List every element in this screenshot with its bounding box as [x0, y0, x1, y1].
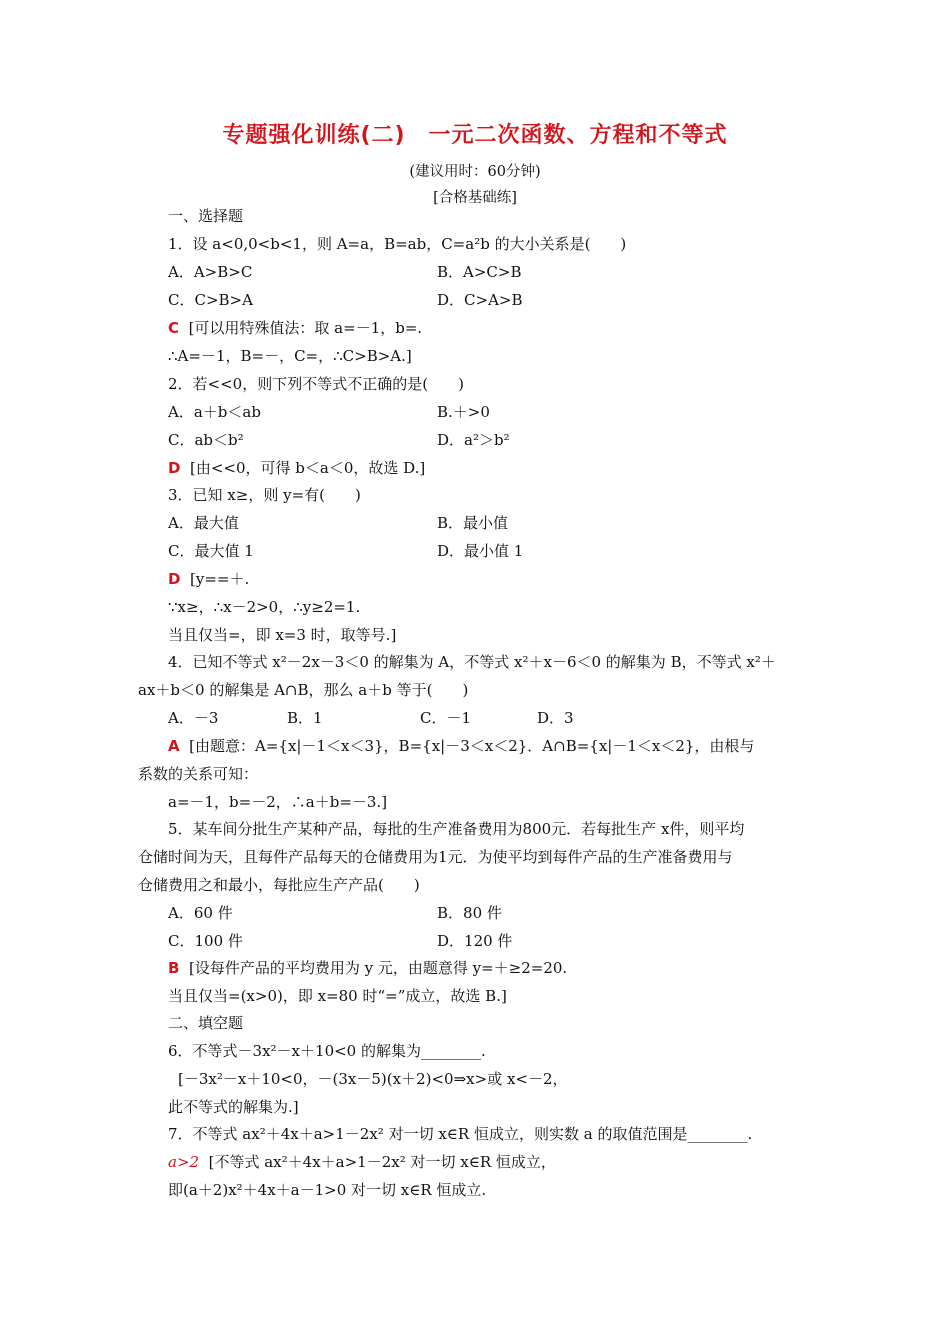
q1-option-d: D．C>A>B [437, 291, 523, 309]
q3-explanation-3: 当且仅当=，即 x=3 时，取等号.] [168, 626, 397, 644]
q6-stem: 6．不等式－3x²－x＋10<0 的解集为________. [168, 1042, 486, 1060]
time-note: (建议用时：60分钟) [409, 164, 541, 180]
q4-stem-2: ax＋b＜0 的解集是 A∩B，那么 a＋b 等于( ) [138, 681, 469, 699]
q5-explanation: B [设每件产品的平均费用为 y 元，由题意得 y=＋≥2=20. [168, 959, 568, 977]
q1-answer: C [168, 319, 180, 337]
q3-option-d: D．最小值 1 [437, 542, 524, 560]
q6-explanation: [－3x²－x＋10<0，－(3x－5)(x＋2)<0⇒x>或 x<－2， [178, 1070, 568, 1088]
q5-option-a: A．60 件 [168, 904, 233, 922]
q7-stem: 7．不等式 ax²＋4x＋a>1－2x² 对一切 x∈R 恒成立，则实数 a 的取值范围是________. [168, 1125, 753, 1143]
page-title: 专题强化训练(二) 一元二次函数、方程和不等式 [222, 123, 728, 148]
q3-stem: 3．已知 x≥，则 y=有( ) [168, 486, 361, 504]
q5-option-d: D．120 件 [437, 932, 513, 950]
q4-option-a: A．－3 [168, 709, 219, 727]
section-note: [合格基础练] [433, 190, 517, 206]
q1-option-a: A．A>B>C [168, 263, 253, 281]
q3-explanation-2: ∵x≥，∴x－2>0，∴y≥2=1. [168, 598, 361, 616]
q4-option-d: D．3 [537, 709, 574, 727]
q5-stem: 5．某车间分批生产某种产品，每批的生产准备费用为800元．若每批生产 x件，则平均 [168, 820, 745, 838]
q2-answer: D [168, 459, 181, 477]
q7-explanation: a>2 [不等式 ax²＋4x＋a>1－2x² 对一切 x∈R 恒成立， [168, 1153, 556, 1171]
q4-explanation-2: 系数的关系可知： [138, 765, 259, 783]
q4-explanation-3: a=－1，b=－2，∴a＋b=－3.] [168, 793, 388, 811]
q6-explanation-2: 此不等式的解集为.] [168, 1098, 299, 1116]
q5-explanation-2: 当且仅当=(x>0)，即 x=80 时“=”成立，故选 B.] [168, 987, 507, 1005]
q5-answer: B [168, 959, 180, 977]
part2-heading: 二、填空题 [168, 1014, 244, 1032]
q2-option-b: B.＋>0 [437, 403, 490, 421]
q3-answer: D [168, 570, 181, 588]
q1-option-b: B．A>C>B [437, 263, 522, 281]
q2-option-a: A．a＋b＜ab [168, 403, 261, 421]
q7-answer: a>2 [168, 1153, 200, 1171]
q4-stem: 4．已知不等式 x²－2x－3＜0 的解集为 A，不等式 x²＋x－6＜0 的解集为 B，不等式 x²＋ [168, 653, 776, 671]
q4-option-b: B．1 [287, 709, 323, 727]
q3-option-a: A．最大值 [168, 514, 239, 532]
q1-explanation-2: ∴A=－1，B=－，C=，∴C>B>A.] [168, 347, 412, 365]
q3-explanation: D [y==＋. [168, 570, 250, 588]
q5-option-b: B．80 件 [437, 904, 502, 922]
q2-option-c: C．ab＜b² [168, 431, 244, 449]
q4-option-c: C．－1 [420, 709, 472, 727]
q4-answer: A [168, 737, 180, 755]
q2-stem: 2．若<<0，则下列不等式不正确的是( ) [168, 375, 464, 393]
q1-stem: 1．设 a<0,0<b<1，则 A=a，B=ab，C=a²b 的大小关系是( ) [168, 235, 627, 253]
q1-explanation: C [可以用特殊值法：取 a=－1，b=. [168, 319, 423, 337]
q3-option-b: B．最小值 [437, 514, 509, 532]
q5-stem-2: 仓储时间为天，且每件产品每天的仓储费用为1元．为使平均到每件产品的生产准备费用与 [138, 848, 733, 866]
q5-option-c: C．100 件 [168, 932, 243, 950]
q4-explanation: A [由题意：A={x|－1＜x＜3}，B={x|－3＜x＜2}．A∩B={x|－1＜x＜2}，由根与 [168, 737, 755, 755]
part1-heading: 一、选择题 [168, 207, 244, 225]
q2-explanation: D [由<<0，可得 b＜a＜0，故选 D.] [168, 459, 426, 477]
q5-stem-3: 仓储费用之和最小，每批应生产产品( ) [138, 876, 420, 894]
q2-option-d: D．a²＞b² [437, 431, 510, 449]
q1-option-c: C．C>B>A [168, 291, 253, 309]
q7-explanation-2: 即(a＋2)x²＋4x＋a－1>0 对一切 x∈R 恒成立. [168, 1181, 487, 1199]
q3-option-c: C．最大值 1 [168, 542, 254, 560]
